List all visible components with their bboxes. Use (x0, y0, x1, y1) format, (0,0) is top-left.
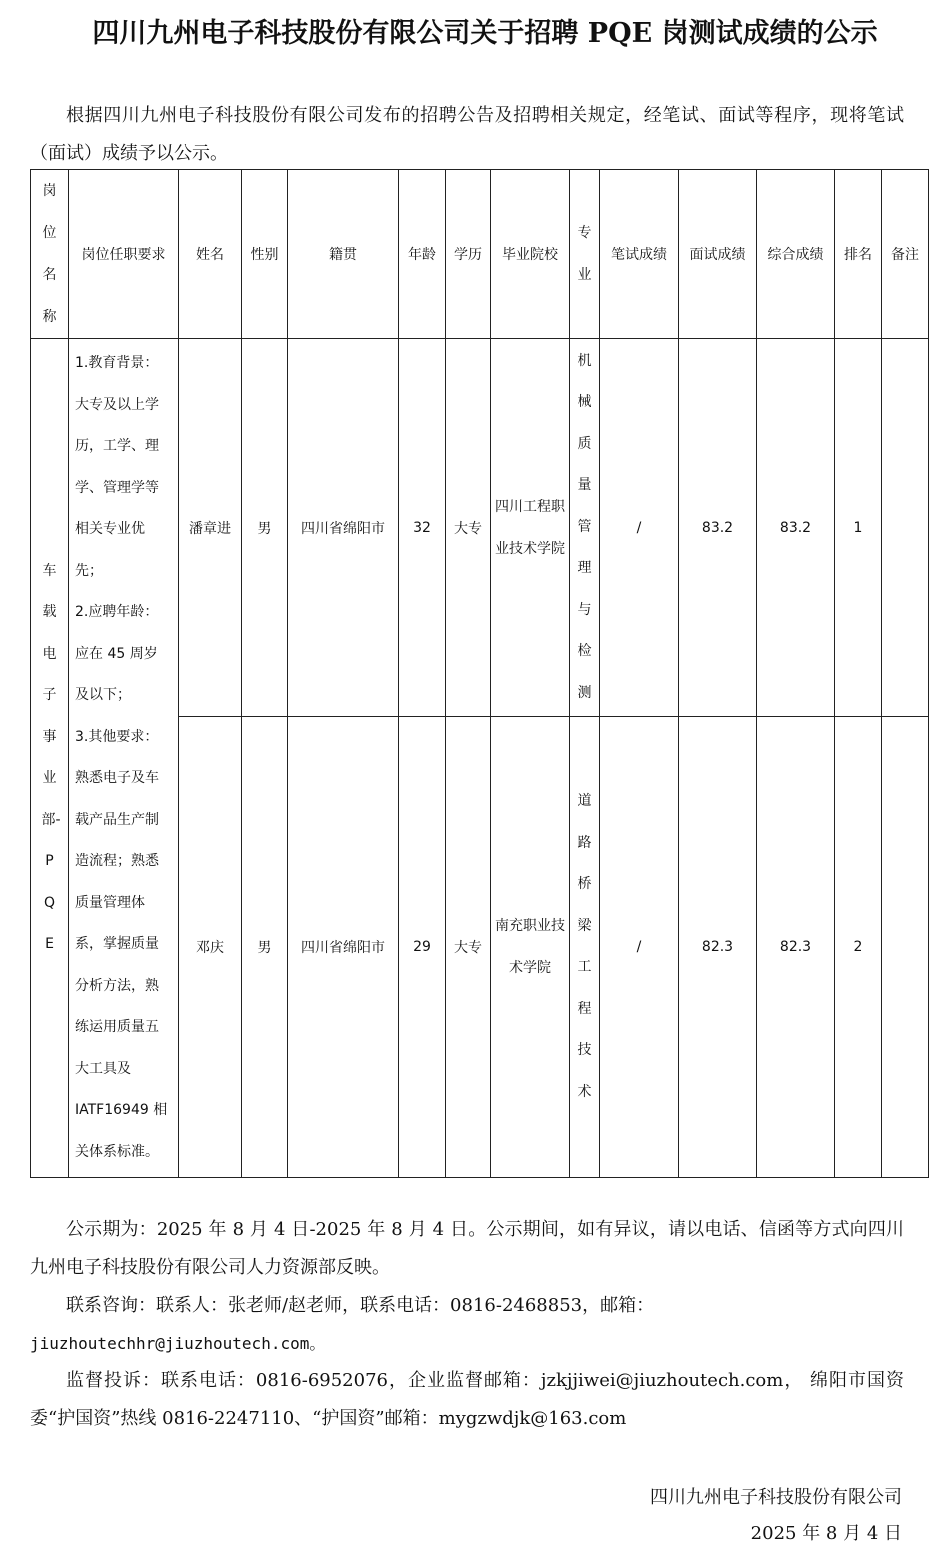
header-age: 年龄 (399, 170, 446, 339)
score-table (30, 169, 929, 1178)
requirement-line: 造流程；熟悉 (75, 853, 159, 869)
requirement-line: 应在 45 周岁 (75, 645, 158, 662)
signature-date: 2025 年 8 月 4 日 (750, 1523, 902, 1544)
remark (882, 717, 929, 1178)
interview-score: 83.2 (679, 339, 757, 717)
position-cell: 车载电子事业部-PQE (31, 339, 69, 1178)
candidate-major: 道路桥梁工程技术 (570, 717, 600, 1178)
requirement-line: 载产品生产制 (75, 811, 159, 828)
requirement-line: 及以下； (75, 687, 131, 703)
requirement-line: 熟悉电子及车 (75, 770, 159, 786)
header-school: 毕业院校 (491, 170, 570, 339)
requirement-line: 1.教育背景： (75, 355, 159, 371)
requirement-line: 系，掌握质量 (75, 936, 159, 952)
candidate-school: 南充职业技术学院 (491, 717, 570, 1178)
requirement-line: 分析方法，熟 (75, 977, 159, 994)
contact-paragraph (30, 1287, 904, 1363)
candidate-name: 邓庆 (179, 717, 242, 1178)
requirement-line: 关体系标准。 (75, 1143, 159, 1160)
candidate-origin: 四川省绵阳市 (288, 339, 399, 717)
candidate-age: 32 (399, 339, 446, 717)
candidate-name: 潘章进 (179, 339, 242, 717)
table-header-row (31, 170, 929, 339)
rank: 1 (835, 339, 882, 717)
header-requirements: 岗位任职要求 (69, 170, 179, 339)
header-origin: 籍贯 (288, 170, 399, 339)
requirement-line: 相关专业优 (75, 521, 145, 537)
candidate-school: 四川工程职业技术学院 (491, 339, 570, 717)
header-gender: 性别 (242, 170, 288, 339)
requirement-line: 2.应聘年龄： (75, 604, 159, 620)
header-name: 姓名 (179, 170, 242, 339)
requirement-line: 学、管理学等 (75, 479, 159, 496)
table-row (31, 339, 929, 717)
candidate-gender: 男 (242, 339, 288, 717)
header-position: 岗位名称 (31, 170, 69, 339)
page-title: 四川九州电子科技股份有限公司关于招聘 PQE 岗测试成绩的公示 (92, 18, 878, 49)
rank: 2 (835, 717, 882, 1178)
contact-text: 联系咨询：联系人：张老师/赵老师，联系电话：0816-2468853，邮箱： (66, 1295, 655, 1316)
interview-score: 82.3 (679, 717, 757, 1178)
candidate-major: 机械质量管理与检测 (570, 339, 600, 717)
notice-paragraph: 公示期为：2025 年 8 月 4 日-2025 年 8 月 4 日。公示期间，如有异议，请以电话、信函等方式向四川九州电子科技股份有限公司人力资源部反映。 (30, 1219, 904, 1278)
requirements-cell (69, 339, 179, 1178)
header-remark: 备注 (882, 170, 929, 339)
requirement-line: 先； (75, 562, 103, 579)
requirement-line: 质量管理体 (75, 894, 145, 911)
requirement-line: 3.其他要求： (75, 728, 159, 745)
intro-paragraph: 根据四川九州电子科技股份有限公司发布的招聘公告及招聘相关规定，经笔试、面试等程序，现将笔试（面试）成绩予以公示。 (30, 105, 904, 164)
requirement-line: 练运用质量五 (75, 1019, 159, 1035)
requirement-line: 大工具及 (75, 1060, 131, 1077)
candidate-education: 大专 (446, 339, 491, 717)
requirement-line: 历，工学、理 (75, 438, 159, 454)
requirement-line: 大专及以上学 (75, 396, 159, 413)
header-written: 笔试成绩 (600, 170, 679, 339)
written-score: / (600, 717, 679, 1178)
candidate-age: 29 (399, 717, 446, 1178)
remark (882, 339, 929, 717)
header-total: 综合成绩 (757, 170, 835, 339)
supervise-paragraph: 监督投诉：联系电话：0816-6952076，企业监督邮箱：jzkjjiwei@jiuzhoutech.com， 绵阳市国资委“护国资”热线 0816-2247110、“护国资”邮箱：mygzwdjk@163.com (30, 1370, 904, 1429)
candidate-gender: 男 (242, 717, 288, 1178)
requirement-line: IATF16949 相 (75, 1102, 168, 1118)
candidate-education: 大专 (446, 717, 491, 1178)
total-score: 82.3 (757, 717, 835, 1178)
header-major: 专业 (570, 170, 600, 339)
candidate-origin: 四川省绵阳市 (288, 717, 399, 1178)
written-score: / (600, 339, 679, 717)
signature-company: 四川九州电子科技股份有限公司 (650, 1487, 902, 1508)
header-education: 学历 (446, 170, 491, 339)
header-rank: 排名 (835, 170, 882, 339)
header-interview: 面试成绩 (679, 170, 757, 339)
contact-email: jiuzhoutechhr@jiuzhoutech.com。 (30, 1334, 326, 1353)
total-score: 83.2 (757, 339, 835, 717)
